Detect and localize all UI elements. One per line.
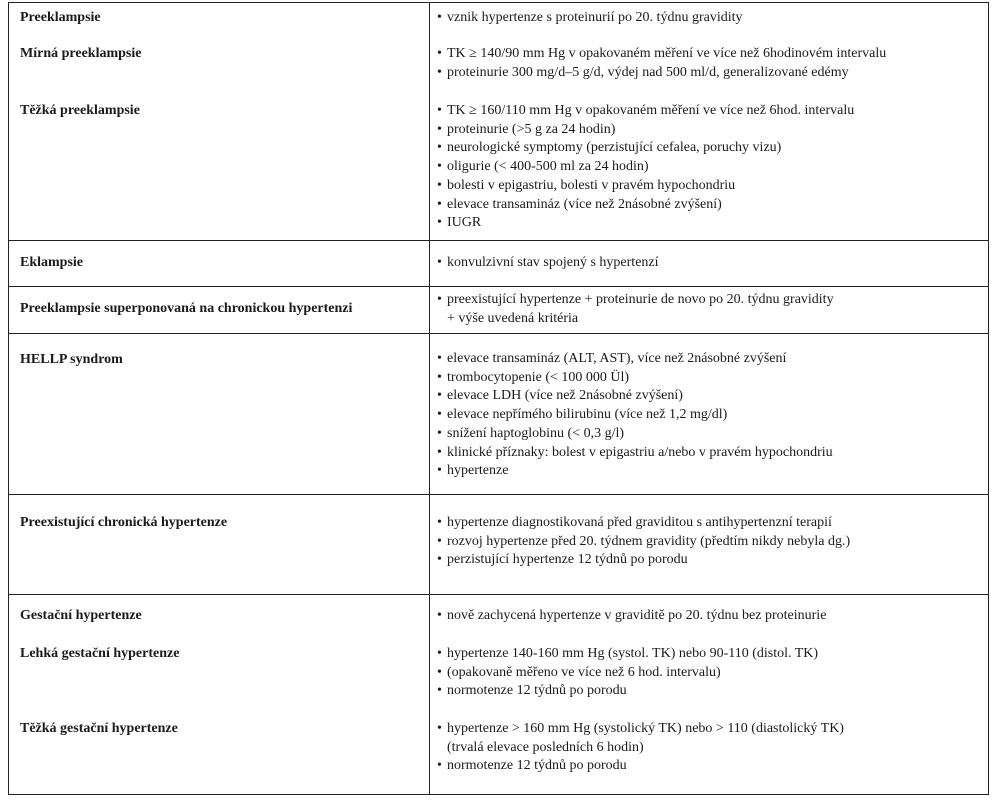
bullet-icon: • <box>437 683 442 699</box>
list-item: • elevace transamináz (ALT, AST), více než 2násobné zvýšení <box>437 350 833 369</box>
bullet-icon: • <box>437 121 442 137</box>
bullet-icon: • <box>437 292 442 307</box>
bullet-icon: • <box>437 388 442 404</box>
list-item: • nově zachycená hypertenze v graviditě po 20. týdnu bez proteinurie <box>437 607 826 626</box>
row-separator <box>9 333 988 334</box>
bullet-icon: • <box>437 215 442 231</box>
list-item: • elevace nepřímého bilirubinu (více než 1,2 mg/dl) <box>437 406 833 425</box>
list-item: • preexistující hypertenze + proteinurie de novo po 20. týdnu gravidity <box>437 291 834 310</box>
row-separator <box>9 240 988 241</box>
list-item: • perzistující hypertenze 12 týdnů po porodu <box>437 551 850 570</box>
list-item: • proteinurie 300 mg/d–5 g/d, výdej nad 500 ml/d, generalizované edémy <box>437 64 886 83</box>
list-item: • hypertenze <box>437 462 833 481</box>
row-separator <box>9 594 988 595</box>
list-item: • TK ≥ 160/110 mm Hg v opakovaném měření ve více než 6hod. intervalu <box>437 102 854 121</box>
list-item: • hypertenze diagnostikovaná před graviditou s antihypertenzní terapií <box>437 514 850 533</box>
list-item: + výše uvedená kritéria <box>447 310 579 326</box>
list-item: • hypertenze 140-160 mm Hg (systol. TK) nebo 90-110 (distol. TK) <box>437 645 818 664</box>
classification-table <box>8 2 989 795</box>
list-item: • bolesti v epigastriu, bolesti v pravém hypochondriu <box>437 177 854 196</box>
bullet-icon: • <box>437 46 442 61</box>
criteria-list <box>437 291 834 328</box>
bullet-icon: • <box>437 64 442 80</box>
list-item: • klinické příznaky: bolest v epigastriu a/nebo v pravém hypochondriu <box>437 444 833 463</box>
list-item: • TK ≥ 140/90 mm Hg v opakovaném měření ve více než 6hodinovém intervalu <box>437 45 886 64</box>
list-item: • vznik hypertenze s proteinurií po 20. týdnu gravidity <box>437 9 743 28</box>
criteria-list <box>437 645 818 701</box>
list-item: • (opakovaně měřeno ve více než 6 hod. intervalu) <box>437 664 818 683</box>
list-item: (trvalá elevace posledních 6 hodin) <box>447 739 644 755</box>
bullet-icon: • <box>437 515 442 530</box>
bullet-icon: • <box>437 159 442 175</box>
criteria-list <box>437 514 850 570</box>
list-item: • IUGR <box>437 214 854 233</box>
list-item: • neurologické symptomy (perzistující cefalea, poruchy vizu) <box>437 139 854 158</box>
list-item: • rozvoj hypertenze před 20. týdnem gravidity (předtím nikdy nebyla dg.) <box>437 533 850 552</box>
list-item: • oligurie (< 400-500 ml za 24 hodin) <box>437 158 854 177</box>
bullet-icon: • <box>437 552 442 568</box>
list-item: • trombocytopenie (< 100 000 Ül) <box>437 369 833 388</box>
term-lehka-gestacni: Lehká gestační hypertenze <box>20 646 180 661</box>
bullet-icon: • <box>437 664 442 680</box>
criteria-list <box>437 350 833 481</box>
bullet-icon: • <box>437 369 442 385</box>
bullet-icon: • <box>437 646 442 661</box>
term-preeklampsie-superponovana: Preeklampsie superponovaná na chronickou hypertenzi <box>20 301 353 316</box>
criteria-list <box>437 720 844 776</box>
list-item: • elevace LDH (více než 2násobné zvýšení) <box>437 387 833 406</box>
bullet-icon: • <box>437 758 442 774</box>
list-item: • elevace transamináz (více než 2násobné zvýšení) <box>437 196 854 215</box>
bullet-icon: • <box>437 721 442 736</box>
bullet-icon: • <box>437 351 442 366</box>
list-item: • hypertenze > 160 mm Hg (systolický TK) nebo > 110 (diastolický TK) <box>437 720 844 739</box>
bullet-icon: • <box>437 444 442 460</box>
term-tezka-gestacni: Těžká gestační hypertenze <box>20 721 178 736</box>
list-item: • normotenze 12 týdnů po porodu <box>437 682 818 701</box>
bullet-icon: • <box>437 177 442 193</box>
term-mirna-preeklampsie: Mírná preeklampsie <box>20 46 142 61</box>
list-item: • snížení haptoglobinu (< 0,3 g/l) <box>437 425 833 444</box>
bullet-icon: • <box>437 140 442 156</box>
bullet-icon: • <box>437 255 442 270</box>
criteria-list <box>437 254 659 273</box>
bullet-icon: • <box>437 10 442 25</box>
column-divider <box>429 3 430 794</box>
bullet-icon: • <box>437 608 442 623</box>
list-item: • normotenze 12 týdnů po porodu <box>437 757 844 776</box>
row-separator <box>9 286 988 287</box>
list-item: • konvulzivní stav spojený s hypertenzí <box>437 254 659 273</box>
bullet-icon: • <box>437 533 442 549</box>
term-tezka-preeklampsie: Těžká preeklampsie <box>20 103 140 118</box>
term-preexistujici-chronicka: Preexistující chronická hypertenze <box>20 515 228 530</box>
criteria-list <box>437 102 854 233</box>
criteria-list <box>437 607 826 626</box>
bullet-icon: • <box>437 103 442 118</box>
list-item: • proteinurie (>5 g za 24 hodin) <box>437 121 854 140</box>
bullet-icon: • <box>437 407 442 423</box>
row-separator <box>9 494 988 495</box>
term-hellp-syndrom: HELLP syndrom <box>20 352 123 367</box>
bullet-icon: • <box>437 463 442 479</box>
term-eklampsie: Eklampsie <box>20 255 84 270</box>
bullet-icon: • <box>437 196 442 212</box>
term-preeklampsie: Preeklampsie <box>20 10 101 25</box>
criteria-list <box>437 45 886 82</box>
criteria-list <box>437 9 743 28</box>
term-gestacni-hypertenze: Gestační hypertenze <box>20 608 142 623</box>
bullet-icon: • <box>437 425 442 441</box>
